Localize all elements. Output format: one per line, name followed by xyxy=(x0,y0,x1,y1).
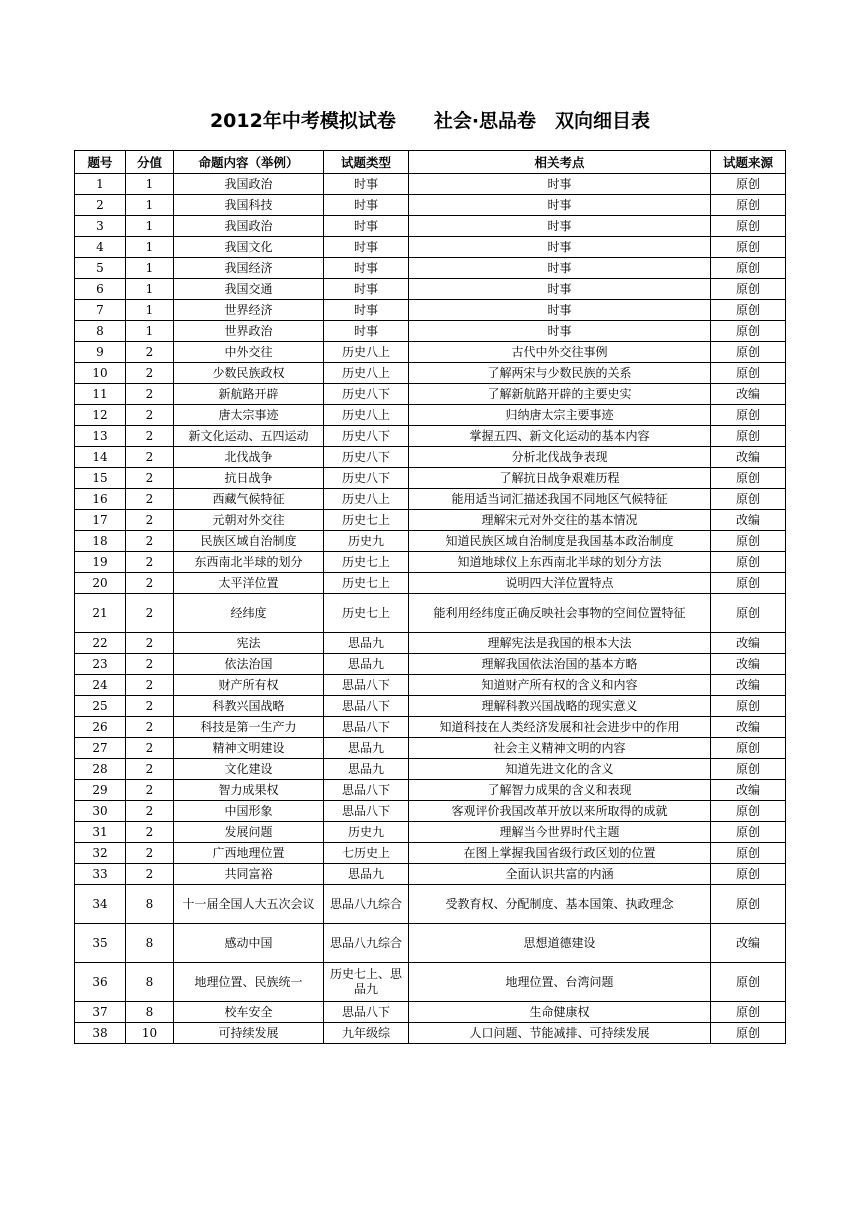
cell-col-type: 历史八下 xyxy=(324,426,409,447)
cell-col-score: 2 xyxy=(126,489,174,510)
table-row xyxy=(75,822,786,843)
cell-col-content: 我国政治 xyxy=(174,216,324,237)
cell-col-content: 科教兴国战略 xyxy=(174,696,324,717)
table-row xyxy=(75,258,786,279)
cell-col-point: 分析北伐战争表现 xyxy=(409,447,711,468)
cell-col-point: 了解两宋与少数民族的关系 xyxy=(409,363,711,384)
cell-col-point: 全面认识共富的内涵 xyxy=(409,864,711,885)
cell-col-number: 10 xyxy=(75,363,126,384)
cell-col-score: 2 xyxy=(126,510,174,531)
cell-col-point: 地理位置、台湾问题 xyxy=(409,963,711,1002)
cell-col-content: 地理位置、民族统一 xyxy=(174,963,324,1002)
table-row xyxy=(75,696,786,717)
cell-col-type: 时事 xyxy=(324,195,409,216)
cell-col-source: 原创 xyxy=(711,801,786,822)
cell-col-source: 原创 xyxy=(711,195,786,216)
cell-col-point: 知道科技在人类经济发展和社会进步中的作用 xyxy=(409,717,711,738)
table-row xyxy=(75,738,786,759)
cell-col-score: 2 xyxy=(126,405,174,426)
cell-col-type: 历史七上 xyxy=(324,552,409,573)
cell-col-content: 元朝对外交往 xyxy=(174,510,324,531)
table-row xyxy=(75,195,786,216)
cell-col-type: 思品九 xyxy=(324,759,409,780)
cell-col-content: 文化建设 xyxy=(174,759,324,780)
cell-col-number: 2 xyxy=(75,195,126,216)
table-row xyxy=(75,924,786,963)
cell-col-type: 思品九 xyxy=(324,654,409,675)
cell-col-type: 思品八下 xyxy=(324,696,409,717)
header-col-number: 题号 xyxy=(75,151,126,174)
cell-col-type: 历史八下 xyxy=(324,384,409,405)
cell-col-content: 北伐战争 xyxy=(174,447,324,468)
cell-col-type: 思品八下 xyxy=(324,801,409,822)
cell-col-source: 原创 xyxy=(711,489,786,510)
cell-col-source: 原创 xyxy=(711,363,786,384)
cell-col-point: 了解新航路开辟的主要史实 xyxy=(409,384,711,405)
cell-col-content: 智力成果权 xyxy=(174,780,324,801)
cell-col-score: 2 xyxy=(126,780,174,801)
header-col-source: 试题来源 xyxy=(711,151,786,174)
cell-col-source: 原创 xyxy=(711,237,786,258)
cell-col-point: 知道财产所有权的含义和内容 xyxy=(409,675,711,696)
cell-col-type: 九年级综 xyxy=(324,1023,409,1044)
cell-col-score: 2 xyxy=(126,654,174,675)
page-title: 2012年中考模拟试卷 社会·思品卷 双向细目表 xyxy=(209,110,651,132)
table-row xyxy=(75,780,786,801)
cell-col-content: 发展问题 xyxy=(174,822,324,843)
cell-col-number: 37 xyxy=(75,1002,126,1023)
cell-col-number: 35 xyxy=(75,924,126,963)
cell-col-number: 32 xyxy=(75,843,126,864)
table-row xyxy=(75,174,786,195)
cell-col-point: 时事 xyxy=(409,237,711,258)
cell-col-type: 历史七上 xyxy=(324,573,409,594)
cell-col-point: 生命健康权 xyxy=(409,1002,711,1023)
cell-col-number: 28 xyxy=(75,759,126,780)
cell-col-point: 人口问题、节能减排、可持续发展 xyxy=(409,1023,711,1044)
cell-col-type: 思品八下 xyxy=(324,675,409,696)
cell-col-number: 8 xyxy=(75,321,126,342)
table-row xyxy=(75,321,786,342)
cell-col-content: 我国科技 xyxy=(174,195,324,216)
header-col-point: 相关考点 xyxy=(409,151,711,174)
table-row xyxy=(75,237,786,258)
cell-col-point: 了解抗日战争艰难历程 xyxy=(409,468,711,489)
cell-col-point: 客观评价我国改革开放以来所取得的成就 xyxy=(409,801,711,822)
cell-col-type: 思品八下 xyxy=(324,717,409,738)
cell-col-source: 原创 xyxy=(711,216,786,237)
cell-col-source: 原创 xyxy=(711,342,786,363)
table-row xyxy=(75,384,786,405)
cell-col-point: 了解智力成果的含义和表现 xyxy=(409,780,711,801)
cell-col-type: 历史九 xyxy=(324,531,409,552)
cell-col-type: 思品八下 xyxy=(324,780,409,801)
cell-col-source: 原创 xyxy=(711,573,786,594)
cell-col-number: 5 xyxy=(75,258,126,279)
cell-col-source: 原创 xyxy=(711,885,786,924)
cell-col-number: 26 xyxy=(75,717,126,738)
cell-col-number: 14 xyxy=(75,447,126,468)
cell-col-source: 原创 xyxy=(711,1023,786,1044)
cell-col-score: 2 xyxy=(126,447,174,468)
table-header-row xyxy=(75,151,786,174)
table-row xyxy=(75,510,786,531)
cell-col-content: 依法治国 xyxy=(174,654,324,675)
cell-col-content: 共同富裕 xyxy=(174,864,324,885)
cell-col-source: 改编 xyxy=(711,633,786,654)
cell-col-point: 知道地球仪上东西南北半球的划分方法 xyxy=(409,552,711,573)
cell-col-type: 历史七上 xyxy=(324,510,409,531)
cell-col-number: 31 xyxy=(75,822,126,843)
cell-col-content: 东西南北半球的划分 xyxy=(174,552,324,573)
cell-col-score: 8 xyxy=(126,924,174,963)
cell-col-score: 2 xyxy=(126,675,174,696)
cell-col-point: 知道民族区域自治制度是我国基本政治制度 xyxy=(409,531,711,552)
table-row xyxy=(75,675,786,696)
cell-col-source: 改编 xyxy=(711,924,786,963)
cell-col-content: 世界政治 xyxy=(174,321,324,342)
cell-col-content: 抗日战争 xyxy=(174,468,324,489)
cell-col-number: 38 xyxy=(75,1023,126,1044)
header-col-content: 命题内容（举例） xyxy=(174,151,324,174)
cell-col-content: 我国文化 xyxy=(174,237,324,258)
cell-col-type: 思品八九综合 xyxy=(324,924,409,963)
cell-col-type: 历史七上、思品九 xyxy=(324,963,409,1002)
cell-col-score: 2 xyxy=(126,363,174,384)
cell-col-number: 12 xyxy=(75,405,126,426)
table-body xyxy=(75,174,786,1044)
cell-col-type: 时事 xyxy=(324,216,409,237)
cell-col-point: 时事 xyxy=(409,258,711,279)
table-row xyxy=(75,552,786,573)
cell-col-number: 9 xyxy=(75,342,126,363)
cell-col-score: 2 xyxy=(126,468,174,489)
cell-col-score: 2 xyxy=(126,426,174,447)
cell-col-type: 思品八下 xyxy=(324,1002,409,1023)
cell-col-content: 我国政治 xyxy=(174,174,324,195)
cell-col-number: 34 xyxy=(75,885,126,924)
table-row xyxy=(75,885,786,924)
cell-col-score: 2 xyxy=(126,342,174,363)
cell-col-content: 我国交通 xyxy=(174,279,324,300)
cell-col-score: 1 xyxy=(126,174,174,195)
cell-col-score: 2 xyxy=(126,801,174,822)
cell-col-point: 归纳唐太宗主要事迹 xyxy=(409,405,711,426)
table-row xyxy=(75,717,786,738)
cell-col-score: 2 xyxy=(126,573,174,594)
cell-col-content: 宪法 xyxy=(174,633,324,654)
table-row xyxy=(75,654,786,675)
cell-col-point: 古代中外交往事例 xyxy=(409,342,711,363)
cell-col-point: 掌握五四、新文化运动的基本内容 xyxy=(409,426,711,447)
cell-col-source: 改编 xyxy=(711,675,786,696)
cell-col-source: 原创 xyxy=(711,468,786,489)
cell-col-content: 中国形象 xyxy=(174,801,324,822)
cell-col-content: 太平洋位置 xyxy=(174,573,324,594)
cell-col-score: 1 xyxy=(126,300,174,321)
cell-col-source: 原创 xyxy=(711,822,786,843)
table-row xyxy=(75,363,786,384)
cell-col-point: 在图上掌握我国省级行政区划的位置 xyxy=(409,843,711,864)
cell-col-score: 1 xyxy=(126,321,174,342)
cell-col-source: 原创 xyxy=(711,759,786,780)
cell-col-number: 25 xyxy=(75,696,126,717)
table-row xyxy=(75,489,786,510)
cell-col-score: 8 xyxy=(126,963,174,1002)
cell-col-score: 1 xyxy=(126,216,174,237)
cell-col-type: 思品九 xyxy=(324,633,409,654)
cell-col-score: 2 xyxy=(126,717,174,738)
cell-col-point: 理解我国依法治国的基本方略 xyxy=(409,654,711,675)
cell-col-point: 时事 xyxy=(409,279,711,300)
cell-col-source: 改编 xyxy=(711,447,786,468)
table-row xyxy=(75,447,786,468)
cell-col-point: 时事 xyxy=(409,195,711,216)
cell-col-source: 改编 xyxy=(711,384,786,405)
cell-col-source: 改编 xyxy=(711,717,786,738)
cell-col-content: 精神文明建设 xyxy=(174,738,324,759)
cell-col-score: 2 xyxy=(126,633,174,654)
cell-col-score: 2 xyxy=(126,594,174,633)
cell-col-point: 理解当今世界时代主题 xyxy=(409,822,711,843)
cell-col-source: 原创 xyxy=(711,279,786,300)
cell-col-number: 22 xyxy=(75,633,126,654)
cell-col-type: 时事 xyxy=(324,279,409,300)
cell-col-type: 历史八上 xyxy=(324,363,409,384)
cell-col-source: 原创 xyxy=(711,321,786,342)
cell-col-source: 改编 xyxy=(711,510,786,531)
cell-col-source: 原创 xyxy=(711,300,786,321)
cell-col-number: 1 xyxy=(75,174,126,195)
cell-col-number: 6 xyxy=(75,279,126,300)
cell-col-number: 11 xyxy=(75,384,126,405)
cell-col-type: 历史八下 xyxy=(324,447,409,468)
table-row xyxy=(75,216,786,237)
cell-col-content: 校车安全 xyxy=(174,1002,324,1023)
cell-col-source: 原创 xyxy=(711,594,786,633)
cell-col-content: 财产所有权 xyxy=(174,675,324,696)
table-row xyxy=(75,531,786,552)
cell-col-number: 20 xyxy=(75,573,126,594)
table-row xyxy=(75,426,786,447)
cell-col-content: 唐太宗事迹 xyxy=(174,405,324,426)
header-col-score: 分值 xyxy=(126,151,174,174)
cell-col-point: 理解科教兴国战略的现实意义 xyxy=(409,696,711,717)
cell-col-content: 新文化运动、五四运动 xyxy=(174,426,324,447)
cell-col-score: 2 xyxy=(126,822,174,843)
table-row xyxy=(75,405,786,426)
cell-col-content: 中外交往 xyxy=(174,342,324,363)
cell-col-score: 8 xyxy=(126,885,174,924)
cell-col-number: 15 xyxy=(75,468,126,489)
cell-col-score: 1 xyxy=(126,195,174,216)
cell-col-number: 36 xyxy=(75,963,126,1002)
cell-col-score: 2 xyxy=(126,738,174,759)
cell-col-content: 可持续发展 xyxy=(174,1023,324,1044)
detail-table xyxy=(74,150,786,1044)
table-row xyxy=(75,594,786,633)
cell-col-point: 能用适当词汇描述我国不同地区气候特征 xyxy=(409,489,711,510)
cell-col-number: 13 xyxy=(75,426,126,447)
cell-col-type: 思品九 xyxy=(324,864,409,885)
cell-col-number: 21 xyxy=(75,594,126,633)
cell-col-content: 十一届全国人大五次会议 xyxy=(174,885,324,924)
cell-col-number: 18 xyxy=(75,531,126,552)
cell-col-number: 33 xyxy=(75,864,126,885)
cell-col-type: 历史八上 xyxy=(324,405,409,426)
cell-col-point: 理解宋元对外交往的基本情况 xyxy=(409,510,711,531)
cell-col-source: 原创 xyxy=(711,426,786,447)
cell-col-content: 西藏气候特征 xyxy=(174,489,324,510)
cell-col-type: 历史八上 xyxy=(324,342,409,363)
cell-col-point: 思想道德建设 xyxy=(409,924,711,963)
header-col-type: 试题类型 xyxy=(324,151,409,174)
cell-col-point: 时事 xyxy=(409,321,711,342)
cell-col-source: 原创 xyxy=(711,738,786,759)
cell-col-source: 原创 xyxy=(711,1002,786,1023)
cell-col-content: 少数民族政权 xyxy=(174,363,324,384)
table-row xyxy=(75,300,786,321)
cell-col-type: 历史九 xyxy=(324,822,409,843)
cell-col-source: 改编 xyxy=(711,654,786,675)
table-row xyxy=(75,759,786,780)
cell-col-point: 时事 xyxy=(409,174,711,195)
cell-col-type: 七历史上 xyxy=(324,843,409,864)
cell-col-score: 1 xyxy=(126,237,174,258)
cell-col-type: 时事 xyxy=(324,174,409,195)
cell-col-point: 时事 xyxy=(409,216,711,237)
cell-col-content: 广西地理位置 xyxy=(174,843,324,864)
cell-col-score: 2 xyxy=(126,384,174,405)
cell-col-point: 说明四大洋位置特点 xyxy=(409,573,711,594)
cell-col-type: 历史七上 xyxy=(324,594,409,633)
cell-col-type: 历史八下 xyxy=(324,468,409,489)
cell-col-score: 2 xyxy=(126,864,174,885)
cell-col-score: 2 xyxy=(126,552,174,573)
cell-col-point: 知道先进文化的含义 xyxy=(409,759,711,780)
cell-col-type: 思品九 xyxy=(324,738,409,759)
table-row xyxy=(75,864,786,885)
cell-col-number: 19 xyxy=(75,552,126,573)
cell-col-point: 能利用经纬度正确反映社会事物的空间位置特征 xyxy=(409,594,711,633)
cell-col-type: 思品八九综合 xyxy=(324,885,409,924)
cell-col-source: 原创 xyxy=(711,531,786,552)
table-row xyxy=(75,279,786,300)
cell-col-score: 1 xyxy=(126,279,174,300)
cell-col-number: 29 xyxy=(75,780,126,801)
cell-col-point: 受教育权、分配制度、基本国策、执政理念 xyxy=(409,885,711,924)
cell-col-content: 感动中国 xyxy=(174,924,324,963)
cell-col-number: 24 xyxy=(75,675,126,696)
table-row xyxy=(75,843,786,864)
cell-col-source: 原创 xyxy=(711,963,786,1002)
table-row xyxy=(75,573,786,594)
cell-col-content: 世界经济 xyxy=(174,300,324,321)
table-row xyxy=(75,1002,786,1023)
cell-col-source: 改编 xyxy=(711,780,786,801)
cell-col-point: 时事 xyxy=(409,300,711,321)
cell-col-type: 时事 xyxy=(324,258,409,279)
cell-col-content: 我国经济 xyxy=(174,258,324,279)
cell-col-number: 27 xyxy=(75,738,126,759)
cell-col-number: 16 xyxy=(75,489,126,510)
cell-col-source: 原创 xyxy=(711,843,786,864)
cell-col-score: 2 xyxy=(126,531,174,552)
cell-col-score: 10 xyxy=(126,1023,174,1044)
table-row xyxy=(75,468,786,489)
cell-col-source: 原创 xyxy=(711,552,786,573)
cell-col-type: 时事 xyxy=(324,237,409,258)
cell-col-number: 17 xyxy=(75,510,126,531)
cell-col-type: 时事 xyxy=(324,300,409,321)
cell-col-point: 社会主义精神文明的内容 xyxy=(409,738,711,759)
table-row xyxy=(75,342,786,363)
cell-col-source: 原创 xyxy=(711,258,786,279)
cell-col-number: 23 xyxy=(75,654,126,675)
cell-col-score: 2 xyxy=(126,696,174,717)
cell-col-score: 2 xyxy=(126,843,174,864)
cell-col-content: 新航路开辟 xyxy=(174,384,324,405)
cell-col-number: 4 xyxy=(75,237,126,258)
cell-col-type: 历史八上 xyxy=(324,489,409,510)
cell-col-content: 经纬度 xyxy=(174,594,324,633)
cell-col-score: 1 xyxy=(126,258,174,279)
cell-col-score: 8 xyxy=(126,1002,174,1023)
cell-col-type: 时事 xyxy=(324,321,409,342)
table-row xyxy=(75,963,786,1002)
cell-col-number: 30 xyxy=(75,801,126,822)
cell-col-score: 2 xyxy=(126,759,174,780)
table-row xyxy=(75,633,786,654)
table-row xyxy=(75,1023,786,1044)
cell-col-source: 原创 xyxy=(711,696,786,717)
cell-col-number: 7 xyxy=(75,300,126,321)
cell-col-source: 原创 xyxy=(711,864,786,885)
table-row xyxy=(75,801,786,822)
cell-col-number: 3 xyxy=(75,216,126,237)
cell-col-source: 原创 xyxy=(711,405,786,426)
cell-col-point: 理解宪法是我国的根本大法 xyxy=(409,633,711,654)
cell-col-content: 科技是第一生产力 xyxy=(174,717,324,738)
cell-col-content: 民族区域自治制度 xyxy=(174,531,324,552)
cell-col-source: 原创 xyxy=(711,174,786,195)
